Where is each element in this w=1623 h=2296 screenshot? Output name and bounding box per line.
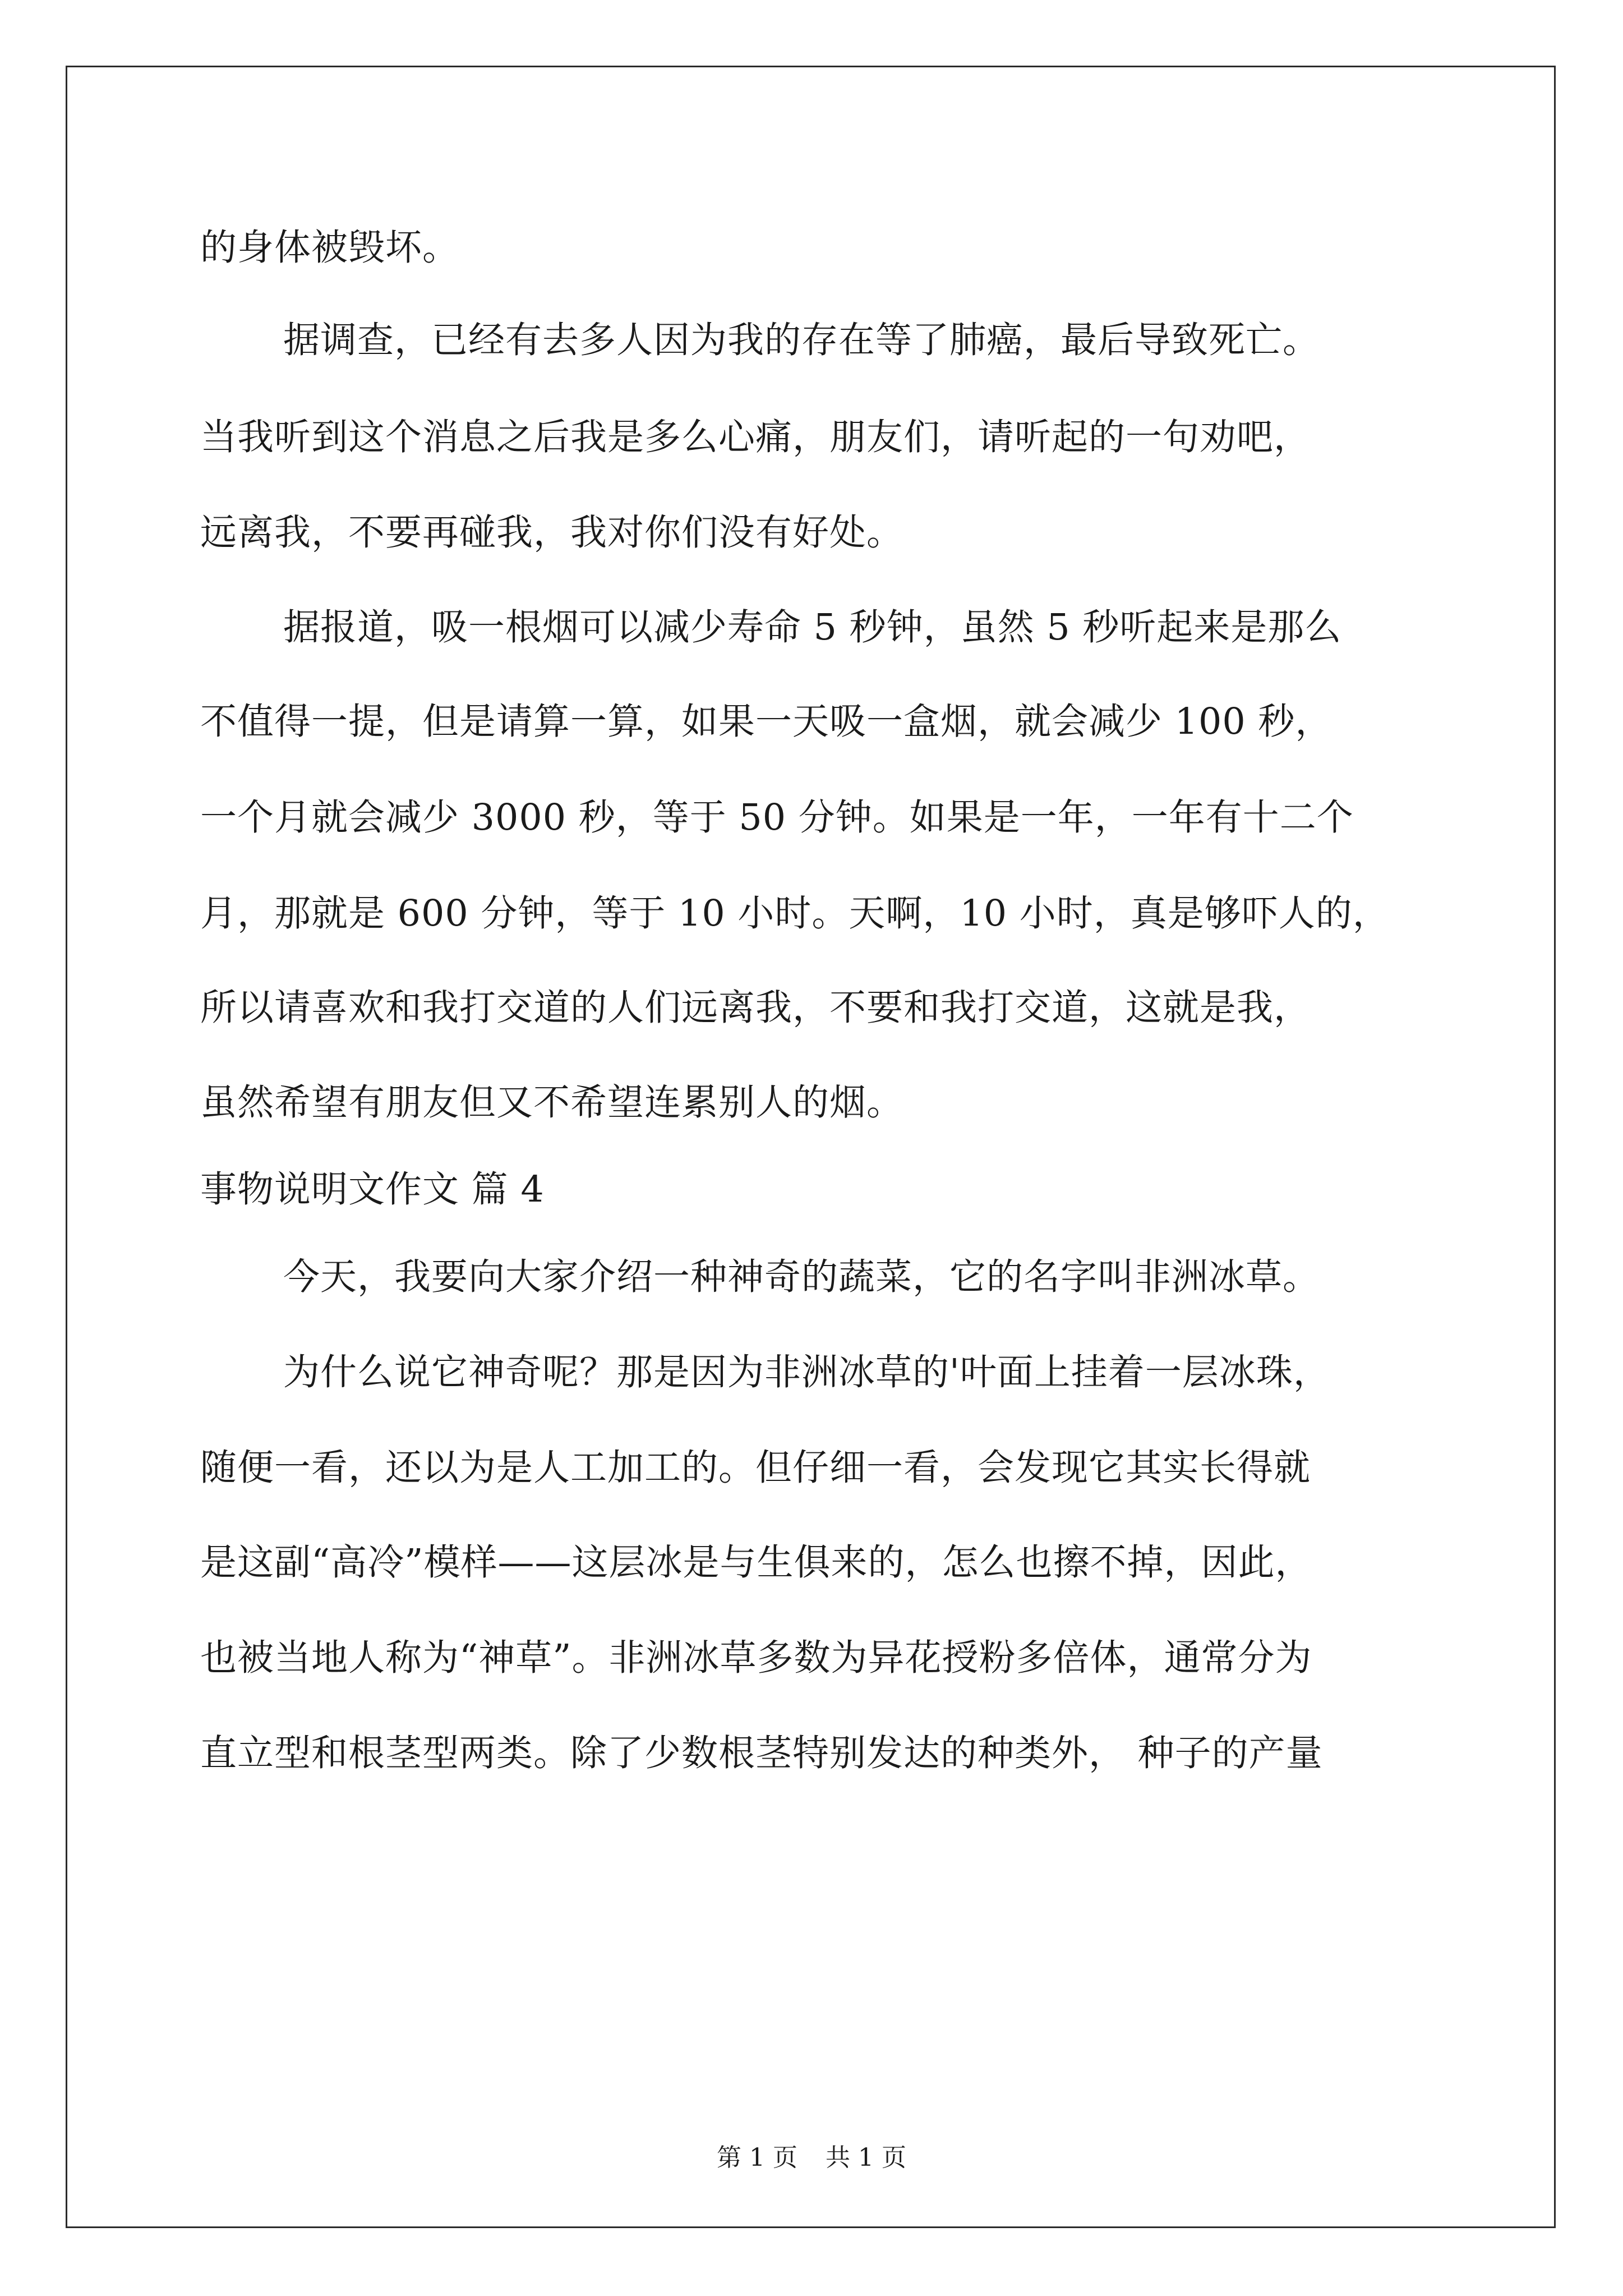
text-line: 远离我，不要再碰我，我对你们没有好处。 [200, 512, 904, 554]
text-line: 一个月就会减少 3000 秒，等于 50 分钟。如果是一年，一年有十二个 [200, 797, 1354, 839]
section-heading: 事物说明文作文 篇 4 [200, 1168, 545, 1211]
text-line: 的身体被毁坏。 [200, 227, 460, 269]
paragraph-start-line: 今天，我要向大家介绍一种神奇的蔬菜，它的名字叫非洲冰草。 [283, 1256, 1320, 1298]
page-number: 第 1 页 [717, 2143, 797, 2172]
text-line: 虽然希望有朋友但又不希望连累别人的烟。 [200, 1082, 904, 1124]
page-footer [0, 2143, 1623, 2173]
text-line: 当我听到这个消息之后我是多么心痛，朋友们，请听起的一句劝吧， [200, 416, 1311, 458]
text-line: 也被当地人称为“神草”。非洲冰草多数为异花授粉多倍体，通常分为 [200, 1637, 1312, 1679]
text-line: 月，那就是 600 分钟，等于 10 小时。天啊，10 小时，真是够吓人的， [200, 892, 1390, 935]
text-line: 不值得一提，但是请算一算，如果一天吸一盒烟，就会减少 100 秒， [200, 701, 1332, 743]
text-line: 所以请喜欢和我打交道的人们远离我，不要和我打交道，这就是我， [200, 987, 1311, 1029]
total-pages: 共 1 页 [826, 2143, 906, 2172]
text-line: 是这副“高冷”模样——这层冰是与生俱来的，怎么也擦不掉，因此， [200, 1542, 1312, 1584]
paragraph-start-line: 为什么说它神奇呢？那是因为非洲冰草的'叶面上挂着一层冰珠， [283, 1351, 1330, 1393]
text-line: 直立型和根茎型两类。除了少数根茎特别发达的种类外， 种子的产量 [200, 1732, 1323, 1774]
paragraph-start-line: 据报道，吸一根烟可以减少寿命 5 秒钟，虽然 5 秒听起来是那么 [283, 606, 1342, 648]
paragraph-start-line: 据调查，已经有去多人因为我的存在等了肺癌，最后导致死亡。 [283, 319, 1320, 361]
page-border [66, 66, 1556, 2228]
text-line: 随便一看，还以为是人工加工的。但仔细一看，会发现它其实长得就 [200, 1447, 1311, 1489]
